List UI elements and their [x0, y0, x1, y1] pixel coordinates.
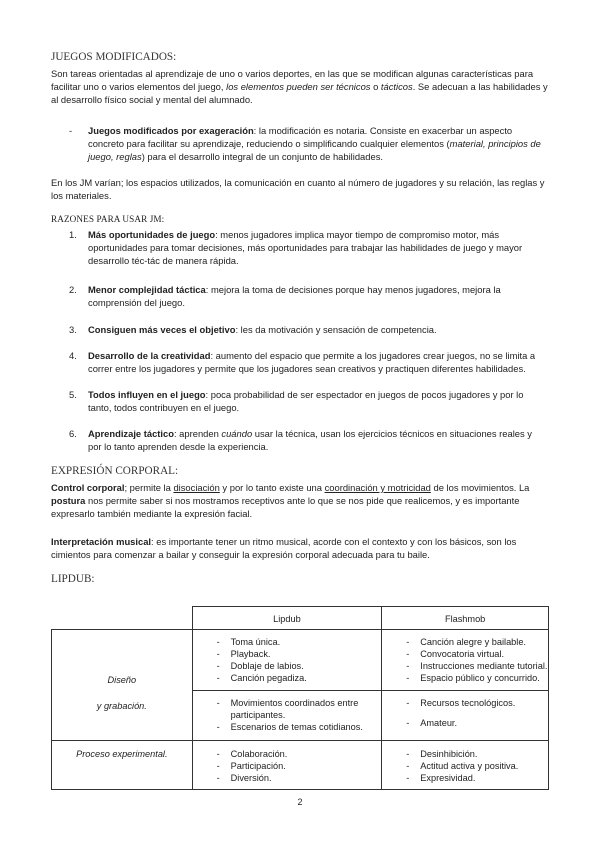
- reason-num: 6.: [69, 428, 77, 439]
- paragraph-interpretacion: [51, 535, 548, 561]
- bullet-dash: -: [69, 125, 73, 136]
- label-proceso: Proceso experimental.: [76, 749, 168, 759]
- text: ; permite la: [124, 482, 174, 493]
- intro-paragraph: [51, 67, 551, 106]
- text: : es importante tener un ritmo musical, acorde con el contexto y con los básicos, son los cimientos para comenzar a bailar y conseguir la expresión corporal adecuada para tu baile.: [51, 536, 517, 560]
- label-diseno: Diseño: [107, 675, 137, 685]
- reason-text: : mejora la toma de decisiones porque hay menos jugadores, mejora la comprensión del juego.: [88, 284, 501, 308]
- header-lipdub: Lipdub: [192, 607, 382, 630]
- page-number: 2: [297, 797, 303, 807]
- reason-num: 3.: [69, 324, 77, 335]
- section-title-juegos: JUEGOS MODIFICADOS:: [51, 51, 177, 63]
- reason-num: 2.: [69, 284, 77, 295]
- bold-postura: postura: [51, 495, 86, 506]
- table-empty-corner: [52, 607, 193, 630]
- cell-flashmob-1b: [382, 690, 549, 740]
- reason-item: [88, 388, 538, 414]
- intro-italic-d: tácticos: [380, 81, 413, 92]
- reasons-title: RAZONES PARA USAR JM:: [51, 214, 165, 224]
- label-grabacion: y grabación.: [96, 701, 147, 711]
- list-item: - Amateur.: [382, 717, 548, 729]
- list-item: - Movimientos coordinados entre participantes.: [193, 697, 382, 721]
- reason-item: [88, 283, 538, 309]
- reason-bold: Todos influyen en el juego: [88, 389, 206, 400]
- bullet-bold: Juegos modificados por exageración: [88, 125, 254, 136]
- comparison-table: [51, 606, 549, 790]
- reason-text: : aprenden: [173, 428, 222, 439]
- reason-text: usar la técnica, usan los ejercicios técnicos en situaciones reales y por lo tanto aprenden desde la experiencia.: [88, 428, 532, 452]
- bullet-text-a: : la modificación es notaria. Consiste en exacerbar un aspecto concreto para facilitar su aprendizaje, reduciendo o simplificando cualquier elementos (: [88, 125, 513, 149]
- text: de los movimientos. La: [430, 482, 530, 493]
- list-item: - Expresividad.: [382, 772, 548, 784]
- reason-text: : poca probabilidad de ser espectador en juegos de pocos jugadores y por lo tanto, todos contribuyen en el juego.: [88, 389, 524, 413]
- cell-lipdub-1b: [192, 690, 382, 740]
- intro-text-a: Son tareas orientadas al aprendizaje de uno o varios deportes, en las que se modifican algunas características para facilitar uno o varios elementos del juego,: [51, 68, 534, 92]
- list-item: - Recursos tecnológicos.: [382, 697, 548, 709]
- reason-bold: Desarrollo de la creatividad: [88, 350, 211, 361]
- reason-text: : aumento del espacio que permite a los jugadores crear juegos, no se limita a correr entre los jugadores y permite que los jugadores sean creativos y practiquen diferentes habilidades.: [88, 350, 536, 374]
- cell-lipdub-1a: [192, 630, 382, 691]
- reason-bold: Aprendizaje táctico: [88, 428, 174, 439]
- list-item: - Playback.: [193, 648, 382, 660]
- table-row: [52, 630, 549, 691]
- underlined-disociacion: disociación: [173, 482, 220, 493]
- row-label-proceso: [52, 741, 193, 790]
- reason-italic: cuándo: [221, 428, 253, 439]
- reason-bold: Más oportunidades de juego: [88, 229, 216, 240]
- list-item: - Colaboración.: [193, 748, 382, 760]
- section-title-lipdub: LIPDUB:: [51, 573, 95, 585]
- bullet-text-b: ) para el desarrollo integral de un conjunto de habilidades.: [141, 151, 383, 162]
- bold-interpretacion-musical: Interpretación musical: [51, 536, 152, 547]
- paragraph-jm-varian: En los JM varían; los espacios utilizados, la comunicación en cuanto al número de jugadores y su relación, las reglas y los materiales.: [51, 177, 545, 201]
- list-item: - Toma única.: [193, 636, 382, 648]
- list-item: - Desinhibición.: [382, 748, 548, 760]
- reason-item: [88, 228, 538, 267]
- intro-italic-b: los elementos pueden ser técnicos: [226, 81, 371, 92]
- list-item: - Actitud activa y positiva.: [382, 760, 548, 772]
- cell-flashmob-2: [382, 741, 549, 790]
- text: nos permite saber si nos mostramos receptivos ante lo que se nos pide que realicemos, y es importante expresarlo también mediante la expresión facial.: [51, 495, 520, 519]
- table-row: [52, 741, 549, 790]
- intro-text-c: o: [373, 81, 379, 92]
- list-item: - Escenarios de temas cotidianos.: [193, 721, 382, 733]
- header-flashmob: Flashmob: [382, 607, 549, 630]
- table-header-row: [52, 607, 549, 630]
- list-item: - Espacio público y concurrido.: [382, 672, 548, 684]
- reason-item: [88, 349, 538, 375]
- reason-num: 4.: [69, 350, 77, 361]
- bold-control-corporal: Control corporal: [51, 482, 125, 493]
- paragraph-control-corporal: [51, 481, 548, 520]
- list-item: - Canción alegre y bailable.: [382, 636, 548, 648]
- cell-flashmob-1a: [382, 630, 549, 691]
- reason-num: 5.: [69, 389, 77, 400]
- reason-bold: Menor complejidad táctica: [88, 284, 206, 295]
- reason-bold: Consiguen más veces el objetivo: [88, 324, 236, 335]
- underlined-coordinacion: coordinación y motricidad: [324, 482, 431, 493]
- reason-item: [88, 427, 538, 453]
- reason-item: [88, 323, 538, 336]
- reason-num: 1.: [69, 229, 77, 240]
- list-item: - Diversión.: [193, 772, 382, 784]
- list-item: - Convocatoria virtual.: [382, 648, 548, 660]
- intro-text-e: . Se adecuan a las habilidades y al desarrollo físico social y mental del alumnado.: [51, 81, 548, 105]
- cell-lipdub-2: [192, 741, 382, 790]
- section-title-expresion: EXPRESIÓN CORPORAL:: [51, 465, 179, 477]
- list-item: - Canción pegadiza.: [193, 672, 382, 684]
- list-item: - Instrucciones mediante tutorial.: [382, 660, 548, 672]
- reason-text: : les da motivación y sensación de competencia.: [235, 324, 437, 335]
- bullet-exageracion: [88, 124, 543, 163]
- text: y por lo tanto existe una: [219, 482, 325, 493]
- row-label-diseno: [52, 630, 193, 741]
- bullet-italic: material, principios de juego, reglas: [88, 138, 541, 162]
- list-item: - Doblaje de labios.: [193, 660, 382, 672]
- list-item: - Participación.: [193, 760, 382, 772]
- reason-text: : menos jugadores implica mayor tiempo de compromiso motor, más oportunidades para tomar decisiones, más oportunidades para trabajar las habilidades de juego y mayor desarrollo téc-tác de manera rápida.: [88, 229, 523, 266]
